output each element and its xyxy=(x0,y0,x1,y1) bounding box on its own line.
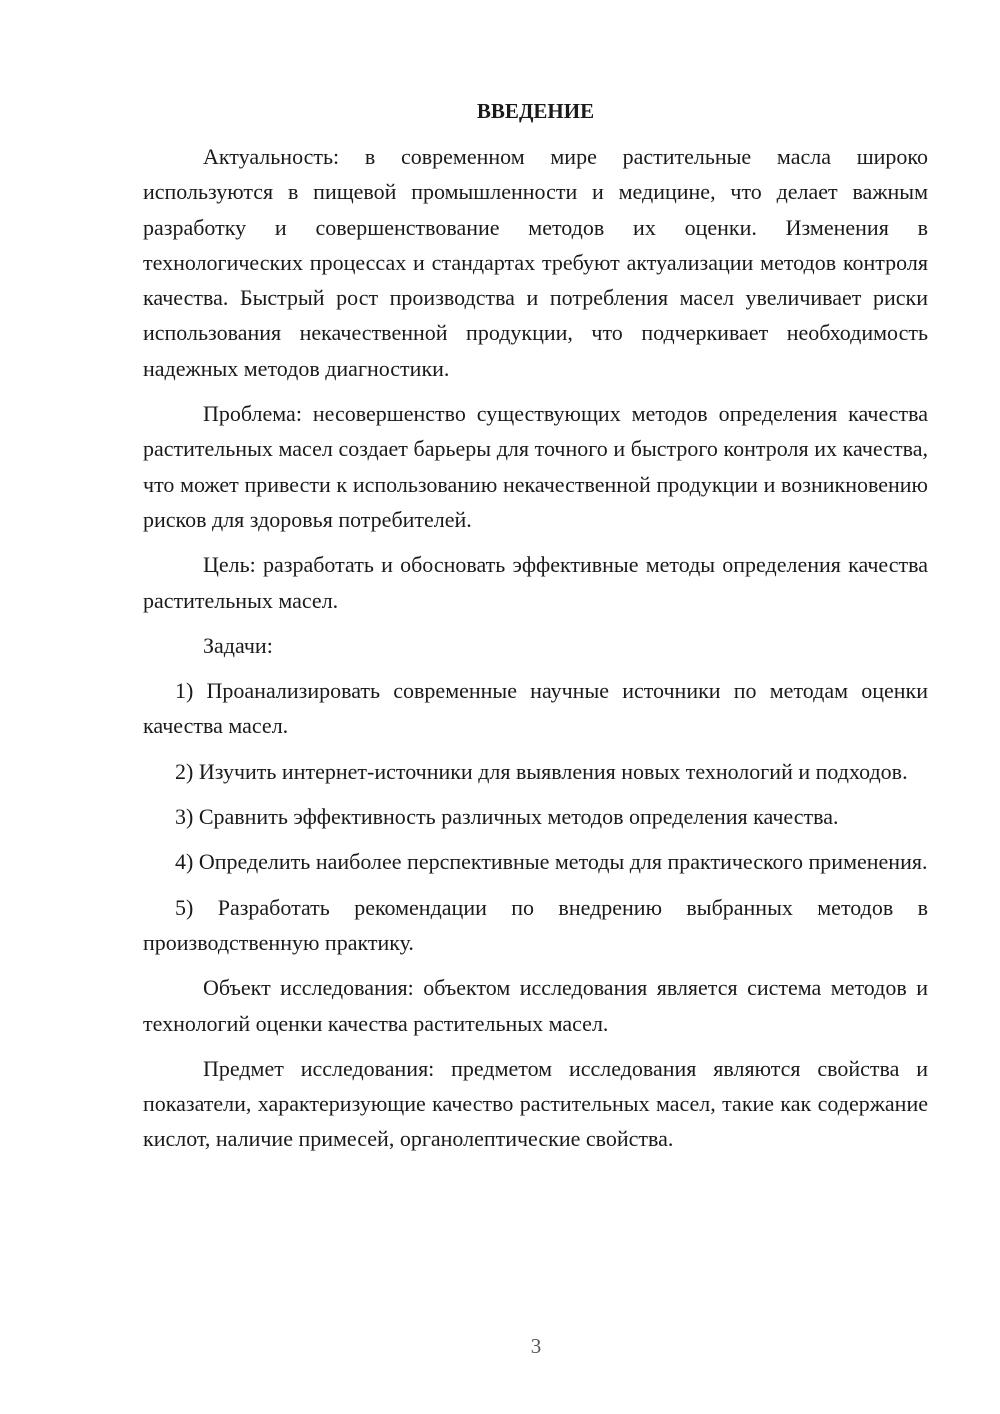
paragraph-goal: Цель: разработать и обосновать эффективные методы определения качества растительных масел. xyxy=(143,552,928,613)
page-number: 3 xyxy=(530,1334,542,1358)
tasks-heading: Задачи: xyxy=(203,632,273,658)
paragraph-relevance: Актуальность: в современном мире растительные масла широко используются в пищевой промышленности и медицине, что делает важным разработку и совершенствование методов их оценки. Изменения в технологических процессах и стандартах требуют актуализации методов контроля качества. Быстрый рост производства и потребления масел увеличивает риски использования некачественной продукции, что подчеркивает необходимость надежных методов диагностики. xyxy=(143,144,928,381)
page-title: ВВЕДЕНИЕ xyxy=(476,99,595,123)
task-item-5: 5) Разработать рекомендации по внедрению выбранных методов в производственную практику. xyxy=(143,894,928,955)
paragraph-problem: Проблема: несовершенство существующих методов определения качества растительных масел создает барьеры для точного и быстрого контроля их качества, что может привести к использованию некачественной продукции и возникновению рисков для здоровья потребителей. xyxy=(143,401,928,532)
task-item-1: 1) Проанализировать современные научные источники по методам оценки качества масел. xyxy=(143,678,928,739)
paragraph-object: Объект исследования: объектом исследования является система методов и технологий оценки качества растительных масел. xyxy=(143,975,928,1036)
task-item-4: 4) Определить наиболее перспективные методы для практического применения. xyxy=(175,849,928,875)
task-item-3: 3) Сравнить эффективность различных методов определения качества. xyxy=(175,804,839,830)
paragraph-subject: Предмет исследования: предметом исследования являются свойства и показатели, характеризующие качество растительных масел, такие как содержание кислот, наличие примесей, органолептические свойства. xyxy=(143,1055,928,1152)
page-content xyxy=(143,94,928,1167)
task-item-2: 2) Изучить интернет-источники для выявления новых технологий и подходов. xyxy=(175,758,908,784)
